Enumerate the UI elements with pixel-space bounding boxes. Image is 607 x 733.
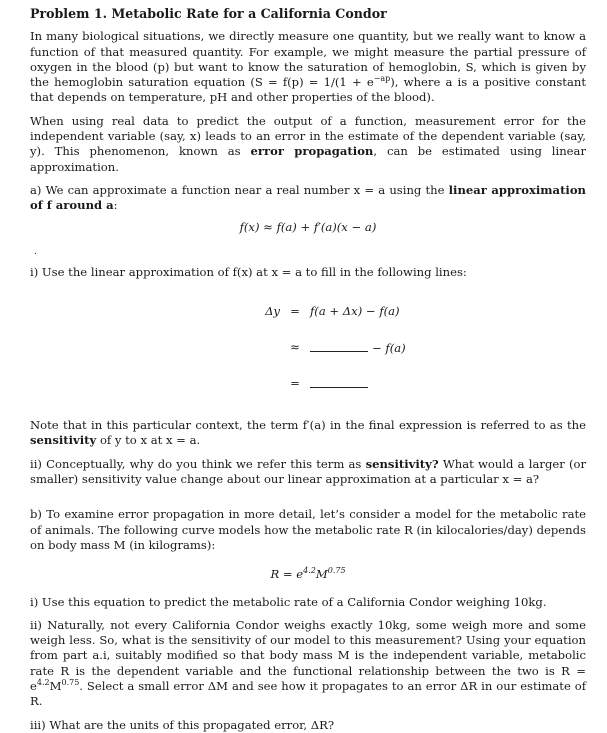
linear-approximation-equation: f(x) ≈ f(a) + f′(a)(x − a)	[239, 219, 377, 234]
metabolic-rate-equation: $R = e^{4.2}M^{0.75}$	[270, 566, 346, 582]
stray-dot: .	[34, 246, 37, 257]
problem-document	[30, 6, 586, 733]
problem-title: Problem 1. Metabolic Rate for a California Condor	[30, 6, 387, 21]
sensitivity-note: Note that in this particular context, the term f′(a) in the final expression is referred to as the sensitivity of y to x at x = a.	[30, 418, 586, 448]
part-b-i-prompt: i) Use this equation to predict the metabolic rate of a California Condor weighing 10kg.	[30, 594, 547, 609]
part-b-iii-prompt: iii) What are the units of this propagated error, ΔR?	[30, 717, 335, 732]
part-a-ii-prompt: ii) Conceptually, why do you think we refer this term as sensitivity? What would a larger (or smaller) sensitivity value change about our linear approximation at a particular x = a?	[30, 456, 587, 487]
part-a-i-prompt: i) Use the linear approximation of f(x) at x = a to fill in the following lines:	[30, 264, 467, 279]
fill-in-blank-2[interactable]	[310, 376, 368, 388]
fill-in-blank-1[interactable]	[310, 340, 368, 352]
part-a-prompt: a) We can approximate a function near a real number x = a using the linear approximation of f around a:	[30, 182, 586, 213]
aligned-equations: Δy = f(a + Δx) − f(a) ≈ − f(a) =	[265, 304, 406, 391]
part-b-prompt: b) To examine error propagation in more detail, let’s consider a model for the metabolic rate of animals. The following curve models how the metabolic rate R (in kilocalories/day) depends on body mass M (in kilograms):	[30, 507, 586, 552]
part-b-ii-prompt: ii) Naturally, not every California Condor weighs exactly 10kg, some weigh more and some weigh less. So, what is the sensitivity of our model to this measurement? Using your equation from part a.i, suitably modified so that body mass M is the independent variable, metabolic rate R is the dependent variable and the functional relationship between the two is $R = e^{4.2}M^{0.75}$. Select a small error ΔM and see how it propagates to an error ΔR in our estimate of R.	[30, 617, 586, 709]
intro-paragraph: In many biological situations, we directly measure one quantity, but we really want to know a function of that measured quantity. For example, we might measure the partial pressure of oxygen in the blood (p) but want to know the saturation of hemoglobin, S, which is given by the hemoglobin saturation equation ($S = f(p) = 1/(1 + e^{-ap})$, where a is a positive constant that depends on temperature, pH and other properties of the blood).	[30, 29, 586, 105]
error-propagation-paragraph: When using real data to predict the output of a function, measurement error for the independent variable (say, x) leads to an error in the estimate of the dependent variable (say, y). This phenomenon, known as error propagation, can be estimated using linear approximation.	[30, 113, 586, 174]
